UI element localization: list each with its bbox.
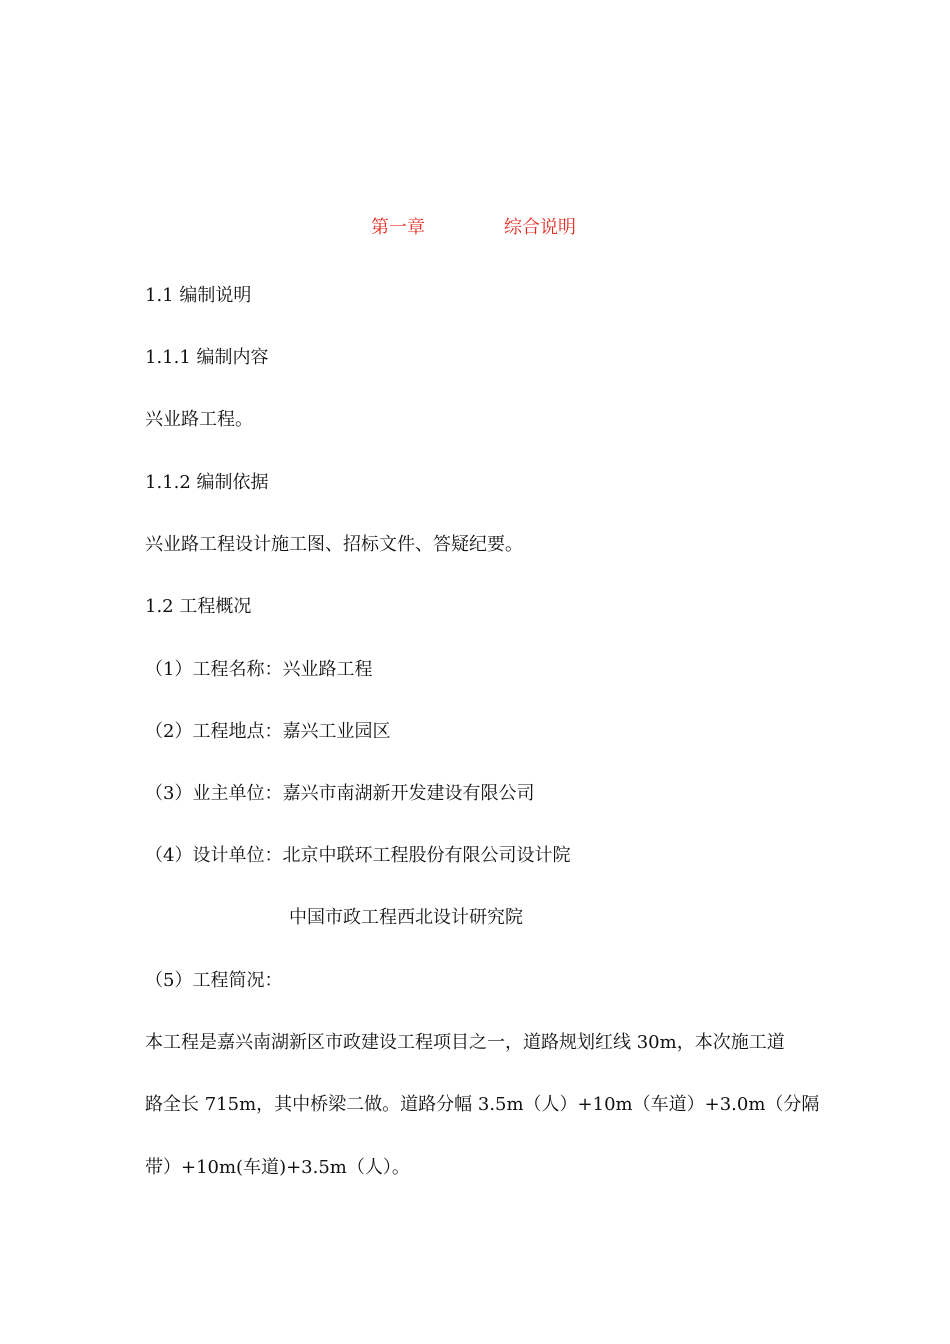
body-1-1-2: 兴业路工程设计施工图、招标文件、答疑纪要。 — [145, 534, 523, 555]
heading-1-1-2: 1.1.2 编制依据 — [145, 472, 269, 493]
heading-1-1-1: 1.1.1 编制内容 — [145, 347, 269, 368]
chapter-name: 综合说明 — [504, 217, 576, 238]
item-project-location: （2）工程地点：嘉兴工业园区 — [145, 721, 391, 742]
chapter-number: 第一章 — [371, 217, 425, 238]
heading-1-2: 1.2 工程概况 — [145, 596, 252, 617]
overview-line-2: 路全长 715m，其中桥梁二做。道路分幅 3.5m（人）+10m（车道）+3.0m（分隔 — [145, 1094, 820, 1115]
heading-1-1: 1.1 编制说明 — [145, 285, 252, 306]
item-project-name: （1）工程名称：兴业路工程 — [145, 659, 373, 680]
item-designer-2: 中国市政工程西北设计研究院 — [289, 907, 523, 928]
item-owner: （3）业主单位：嘉兴市南湖新开发建设有限公司 — [145, 783, 535, 804]
body-1-1-1: 兴业路工程。 — [145, 409, 253, 430]
overview-line-1: 本工程是嘉兴南湖新区市政建设工程项目之一，道路规划红线 30m，本次施工道 — [145, 1032, 785, 1053]
overview-line-3: 带）+10m(车道)+3.5m（人）。 — [145, 1157, 410, 1178]
item-overview: （5）工程简况： — [145, 970, 283, 991]
item-designer: （4）设计单位：北京中联环工程股份有限公司设计院 — [145, 845, 571, 866]
